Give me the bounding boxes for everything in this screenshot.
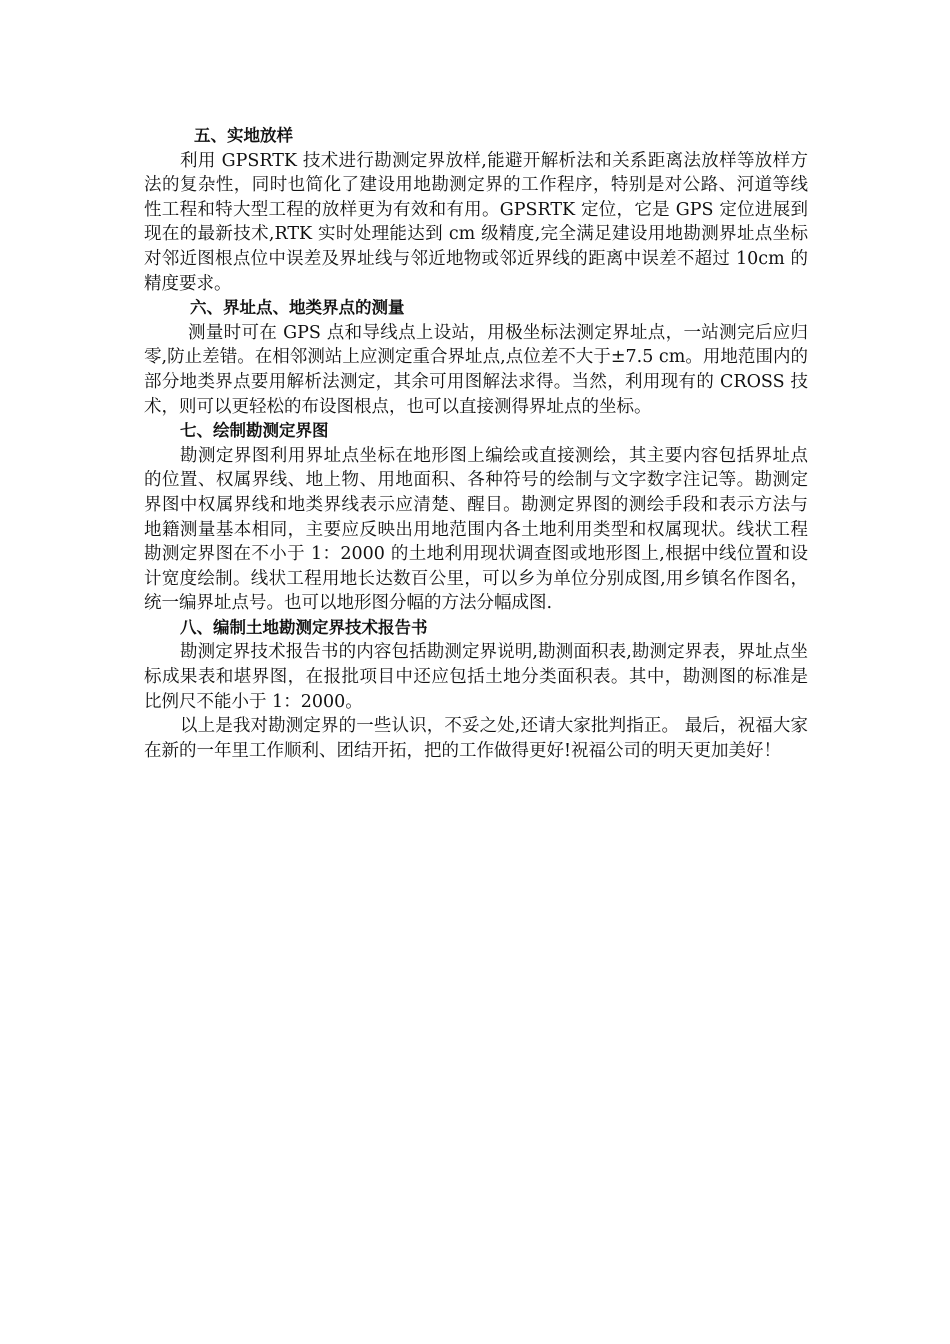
section-heading-5: 五、实地放样	[194, 126, 293, 145]
section-paragraph: 勘测定界技术报告书的内容包括勘测定界说明,勘测面积表,勘测定界表，界址点坐标成果表和堪界图，在报批项目中还应包括土地分类面积表。其中，勘测图的标准是比例尺不能小于 1：2000。	[144, 642, 808, 712]
section-paragraph: 勘测定界图利用界址点坐标在地形图上编绘或直接测绘，其主要内容包括界址点的位置、权属界线、地上物、用地面积、各种符号的绘制与文字数字注记等。勘测定界图中权属界线和地类界线表示应清楚、醒目。勘测定界图的测绘手段和表示方法与地籍测量基本相同，主要应反映出用地范围内各土地利用类型和权属现状。线状工程勘测定界图在不小于 1：2000 的土地利用现状调查图或地形图上,根据中线位置和设计宽度绘制。线状工程用地长达数百公里，可以乡为单位分别成图,用乡镇名作图名，统一编界址点号。也可以地形图分幅的方法分幅成图.	[144, 445, 808, 614]
section-heading-7: 七、绘制勘测定界图	[180, 421, 329, 441]
section-heading-8: 八、编制土地勘测定界技术报告书	[180, 617, 428, 637]
section-paragraph: 利用 GPSRTK 技术进行勘测定界放样,能避开解析法和关系距离法放样等放样方法的复杂性，同时也简化了建设用地勘测定界的工作程序，特别是对公路、河道等线性工程和特大型工程的放样更为有效和有用。GPSRTK 定位，它是 GPS 定位进展到现在的最新技术,RTK 实时处理能达到 cm 级精度,完全满足建设用地勘测界址点坐标对邻近图根点位中误差及界址线与邻近地物或邻近界线的距离中误差不超过 10cm 的精度要求。	[144, 150, 808, 294]
closing-paragraph: 以上是我对勘测定界的一些认识，不妥之处,还请大家批判指正。 最后，祝福大家在新的一年里工作顺利、团结开拓，把的工作做得更好!祝福公司的明天更加美好！	[144, 716, 808, 761]
section-paragraph: 测量时可在 GPS 点和导线点上设站，用极坐标法测定界址点，一站测完后应归零,防止差错。在相邻测站上应测定重合界址点,点位差不大于±7.5 cm。用地范围内的部分地类界点要用解析法测定，其余可用图解法求得。当然，利用现有的 CROSS 技术，则可以更轻松的布设图根点，也可以直接测得界址点的坐标。	[144, 322, 808, 417]
section-heading-6: 六、界址点、地类界点的测量	[190, 298, 405, 318]
document-page	[144, 124, 808, 763]
